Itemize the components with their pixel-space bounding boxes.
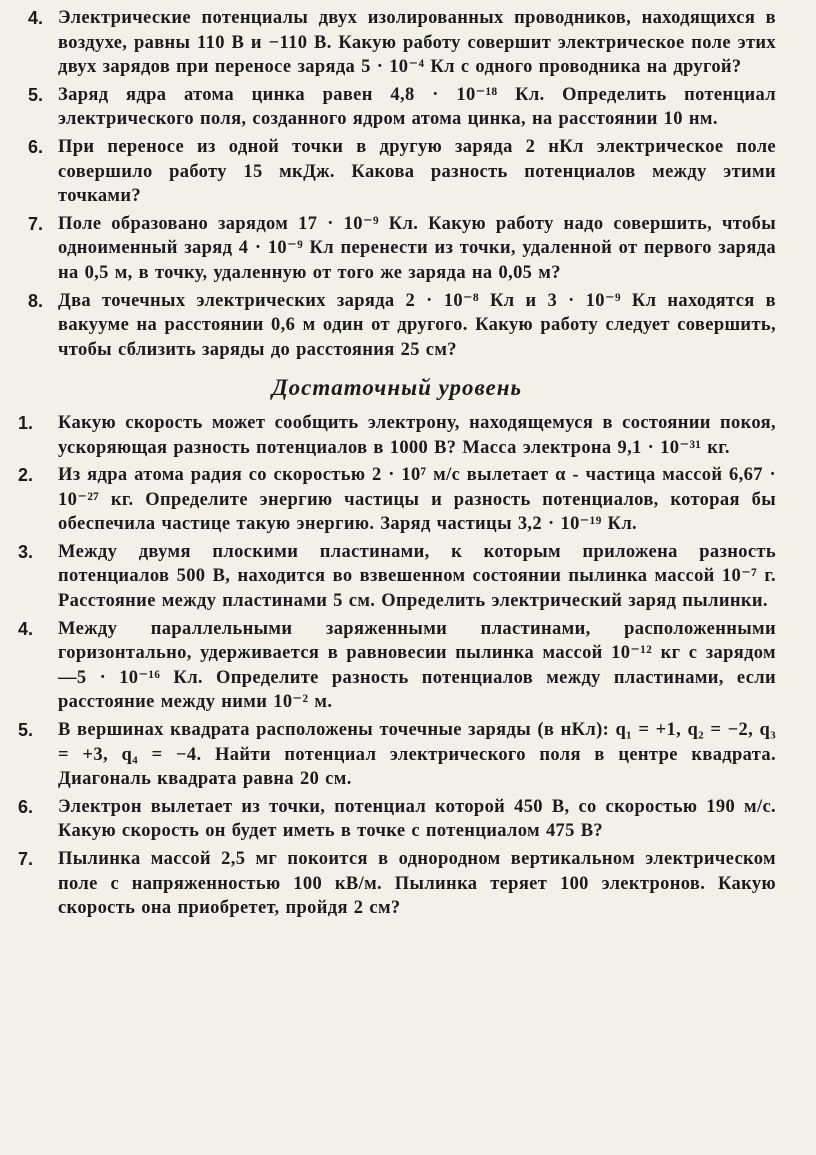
problem-number: 8.: [28, 290, 44, 311]
problem-text: Электрон вылетает из точки, потенциал которой 450 В, со скоростью 190 м/с. Какую скорость он будет иметь в точке с потенциалом 475 В?: [58, 796, 776, 842]
problem-number: 2.: [18, 465, 34, 486]
problem-item: [18, 212, 776, 286]
problem-text: Поле образовано зарядом 17 · 10⁻⁹ Кл. Какую работу надо совершить, чтобы одноименный заряд 4 · 10⁻⁹ Кл перенести из точки, удаленной от первого заряда на 0,5 м, в точку, удаленную от того же заряда на 0,05 м?: [58, 213, 776, 283]
problem-item: [18, 135, 776, 209]
problem-item: [18, 463, 776, 537]
problem-number: 4.: [28, 8, 44, 28]
problem-item: [18, 289, 776, 363]
problem-number: 7.: [18, 849, 34, 869]
problem-item: [18, 540, 776, 614]
problem-text: Пылинка массой 2,5 мг покоится в однородном вертикальном электрическом поле с напряженностью 100 кВ/м. Пылинка теряет 100 электронов. Какую скорость она приобретет, пройдя 2 см?: [58, 849, 776, 919]
problem-number: 7.: [28, 213, 44, 234]
problem-text: Электрические потенциалы двух изолированных проводников, находящихся в воздухе, равны 110 В и −110 В. Какую работу совершит электрическое поле этих двух зарядов при переносе заряда 5 · 10⁻⁴ Кл с одного проводника на другой?: [58, 8, 776, 78]
problem-item: [18, 718, 776, 792]
problem-list-sufficient: [18, 411, 776, 921]
problem-number: 3.: [18, 541, 34, 562]
problem-item: [18, 617, 776, 715]
problem-number: 6.: [28, 136, 44, 157]
problem-number: 6.: [18, 796, 34, 817]
problem-item: [18, 6, 776, 80]
problem-number: 1.: [18, 412, 34, 433]
problem-text: Заряд ядра атома цинка равен 4,8 · 10⁻¹⁸ Кл. Определить потенциал электрического поля, созданного ядром атома цинка, на расстоянии 10 нм.: [58, 84, 776, 130]
problem-number: 5.: [28, 84, 44, 105]
problem-item: [18, 83, 776, 132]
problem-text: При переносе из одной точки в другую заряда 2 нКл электрическое поле совершило работу 15 мкДж. Какова разность потенциалов между этими точками?: [58, 136, 776, 207]
problem-item: [18, 847, 776, 921]
problem-list-basic: [18, 6, 776, 362]
problem-text: Какую скорость может сообщить электрону, находящемуся в состоянии покоя, ускоряющая разность потенциалов в 1000 В? Масса электрона 9,1 · 10⁻³¹ кг.: [58, 412, 776, 458]
problem-number: 5.: [18, 720, 34, 741]
problem-text: Между параллельными заряженными пластинами, расположенными горизонтально, удерживается в равновесии пылинка массой 10⁻¹² кг с зарядом —5 · 10⁻¹⁶ Кл. Определите разность потенциалов между пластинами, если расстояние между ними 10⁻² м.: [58, 618, 776, 713]
problem-item: [18, 411, 776, 460]
problem-text: В вершинах квадрата расположены точечные заряды (в нКл): q₁ = +1, q₂ = −2, q₃ = +3, q₄ = −4. Найти потенциал электрического поля в центре квадрата. Диагональ квадрата равна 20 см.: [58, 720, 776, 790]
problem-text: Два точечных электрических заряда 2 · 10⁻⁸ Кл и 3 · 10⁻⁹ Кл находятся в вакууме на расстоянии 0,6 м один от другого. Какую работу следует совершить, чтобы сблизить заряды до расстояния 25 см?: [58, 290, 776, 360]
problem-number: 4.: [18, 618, 34, 639]
section-heading: Достаточный уровень: [271, 375, 523, 401]
problem-text: Между двумя плоскими пластинами, к которым приложена разность потенциалов 500 В, находится во взвешенном состоянии пылинка массой 10⁻⁷ г. Расстояние между пластинами 5 см. Определить электрический заряд пылинки.: [58, 541, 776, 612]
problem-item: [18, 795, 776, 844]
problem-text: Из ядра атома радия со скоростью 2 · 10⁷ м/с вылетает α - частица массой 6,67 · 10⁻²⁷ кг. Определите энергию частицы и разность потенциалов, которая бы обеспечила частице такую энергию. Заряд частицы 3,2 · 10⁻¹⁹ Кл.: [58, 465, 776, 535]
